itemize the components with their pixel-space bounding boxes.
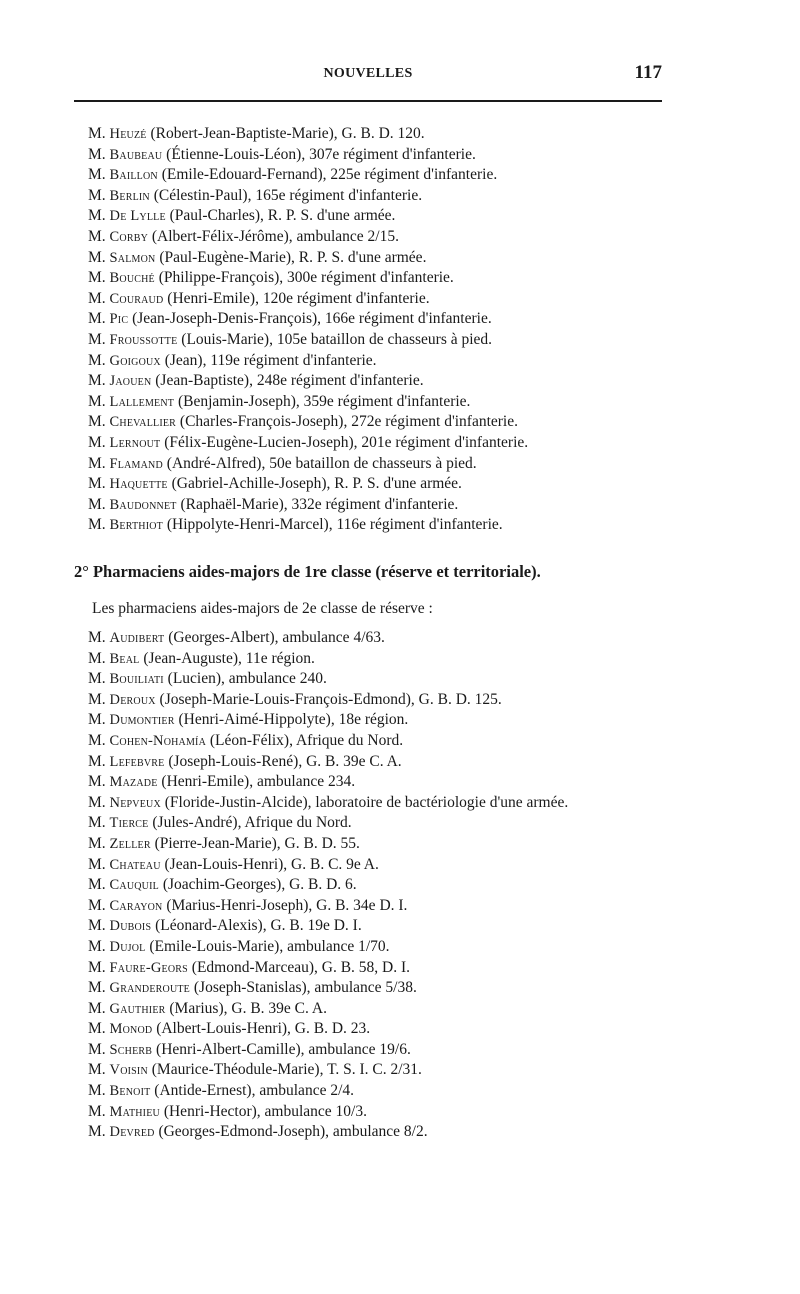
entry-details: (Marius-Henri-Joseph), G. B. 34e D. I.	[162, 896, 408, 914]
entry-surname: Faure-Geors	[109, 959, 188, 976]
list-item	[88, 248, 528, 269]
entry-prefix: M.	[88, 834, 106, 852]
entry-prefix: M.	[88, 1102, 106, 1120]
list-item	[88, 896, 568, 917]
entry-details: (Lucien), ambulance 240.	[163, 670, 327, 688]
entry-surname: Gauthier	[109, 1000, 166, 1017]
list-item	[88, 1122, 568, 1143]
entry-details: (Henri-Emile), ambulance 234.	[157, 773, 356, 791]
entry-details: (Charles-François-Joseph), 272e régiment d'infanterie.	[176, 413, 518, 431]
list-item	[88, 392, 528, 413]
entry-prefix: M.	[88, 958, 106, 976]
entry-details: (Étienne-Louis-Léon), 307e régiment d'infanterie.	[162, 145, 476, 163]
entry-details: (André-Alfred), 50e bataillon de chasseurs à pied.	[162, 454, 477, 472]
list-item	[88, 834, 568, 855]
entry-prefix: M.	[88, 351, 106, 369]
entry-surname: Monod	[109, 1021, 153, 1038]
entry-details: (Hippolyte-Henri-Marcel), 116e régiment d'infanterie.	[163, 516, 503, 534]
entry-details: (Raphaël-Marie), 332e régiment d'infanterie.	[176, 495, 459, 513]
entry-prefix: M.	[88, 454, 106, 472]
list-item	[88, 1040, 568, 1061]
entry-details: (Henri-Emile), 120e régiment d'infanterie.	[163, 289, 430, 307]
entry-prefix: M.	[88, 186, 106, 204]
entry-details: (Joseph-Louis-René), G. B. 39e C. A.	[164, 752, 402, 770]
entry-surname: Mathieu	[109, 1103, 160, 1120]
list-item	[88, 454, 528, 475]
entry-details: (Emile-Edouard-Fernand), 225e régiment d'infanterie.	[157, 166, 498, 184]
list-item	[88, 999, 568, 1020]
entry-details: (Philippe-François), 300e régiment d'infanterie.	[154, 269, 454, 287]
entry-prefix: M.	[88, 495, 106, 513]
entry-details: (Pierre-Jean-Marie), G. B. D. 55.	[150, 834, 360, 852]
entry-details: (Marius), G. B. 39e C. A.	[165, 999, 327, 1017]
list-item	[88, 752, 568, 773]
entry-details: (Benjamin-Joseph), 359e régiment d'infanterie.	[174, 392, 471, 410]
entry-surname: Bouiliati	[109, 671, 164, 688]
appointment-list-1	[88, 124, 528, 536]
entry-prefix: M.	[88, 979, 106, 997]
list-item	[88, 710, 568, 731]
entry-surname: Voisin	[109, 1062, 148, 1079]
entry-prefix: M.	[88, 773, 106, 791]
entry-details: (Léonard-Alexis), G. B. 19e D. I.	[151, 917, 362, 935]
entry-details: (Emile-Louis-Marie), ambulance 1/70.	[145, 937, 390, 955]
entry-surname: Dubois	[109, 918, 152, 935]
entry-surname: De Lylle	[109, 208, 166, 225]
list-item	[88, 690, 568, 711]
entry-surname: Berthiot	[109, 517, 163, 534]
entry-prefix: M.	[88, 937, 106, 955]
entry-prefix: M.	[88, 629, 106, 646]
entry-surname: Beal	[109, 650, 140, 667]
list-item	[88, 1081, 568, 1102]
entry-prefix: M.	[88, 516, 106, 534]
list-item	[88, 124, 528, 145]
entry-surname: Chevallier	[109, 414, 177, 431]
entry-prefix: M.	[88, 207, 106, 225]
entry-details: (Robert-Jean-Baptiste-Marie), G. B. D. 120.	[146, 125, 425, 142]
list-item	[88, 793, 568, 814]
appointment-list-2	[88, 628, 568, 1143]
entry-details: (Albert-Félix-Jérôme), ambulance 2/15.	[148, 227, 399, 245]
entry-surname: Couraud	[109, 290, 164, 307]
list-item	[88, 371, 528, 392]
entry-surname: Baillon	[109, 167, 158, 184]
entry-prefix: M.	[88, 166, 106, 184]
entry-surname: Pic	[109, 311, 129, 328]
section-intro: Les pharmaciens aides-majors de 2e classe de réserve :	[92, 600, 433, 617]
entry-surname: Tierce	[109, 815, 149, 832]
entry-details: (Jean-Joseph-Denis-François), 166e régiment d'infanterie.	[128, 310, 492, 328]
list-item	[88, 330, 528, 351]
list-item	[88, 165, 528, 186]
list-item	[88, 916, 568, 937]
entry-details: (Jean), 119e régiment d'infanterie.	[160, 351, 377, 369]
entry-details: (Antide-Ernest), ambulance 2/4.	[150, 1082, 355, 1100]
list-item	[88, 227, 528, 248]
entry-surname: Chateau	[109, 856, 161, 873]
entry-surname: Lefebvre	[109, 753, 165, 770]
entry-surname: Froussotte	[109, 331, 178, 348]
list-item	[88, 731, 568, 752]
list-item	[88, 1060, 568, 1081]
entry-surname: Haquette	[109, 476, 168, 493]
list-item	[88, 495, 528, 516]
entry-prefix: M.	[88, 793, 106, 811]
list-item	[88, 649, 568, 670]
list-item	[88, 515, 528, 536]
entry-details: (Georges-Edmond-Joseph), ambulance 8/2.	[154, 1123, 428, 1141]
entry-surname: Deroux	[109, 691, 156, 708]
list-item	[88, 351, 528, 372]
entry-prefix: M.	[88, 690, 106, 708]
list-item	[88, 875, 568, 896]
entry-prefix: M.	[88, 917, 106, 935]
entry-details: (Maurice-Théodule-Marie), T. S. I. C. 2/31.	[147, 1061, 422, 1079]
entry-details: (Paul-Charles), R. P. S. d'une armée.	[165, 207, 396, 225]
entry-surname: Cohen-Nohamía	[109, 732, 207, 749]
entry-surname: Granderoute	[109, 980, 190, 997]
entry-surname: Devred	[109, 1124, 155, 1141]
entry-surname: Flamand	[109, 455, 163, 472]
entry-details: (Jean-Baptiste), 248e régiment d'infanterie.	[151, 372, 424, 390]
entry-prefix: M.	[88, 711, 106, 729]
running-head	[74, 62, 662, 92]
entry-prefix: M.	[88, 413, 106, 431]
entry-prefix: M.	[88, 1061, 106, 1079]
list-item	[88, 289, 528, 310]
list-item	[88, 474, 528, 495]
entry-prefix: M.	[88, 310, 106, 328]
entry-details: (Paul-Eugène-Marie), R. P. S. d'une armée.	[155, 248, 427, 266]
entry-prefix: M.	[88, 269, 106, 287]
entry-surname: Goigoux	[109, 352, 161, 369]
list-item	[88, 978, 568, 999]
list-item	[88, 268, 528, 289]
entry-prefix: M.	[88, 475, 106, 493]
list-item	[88, 1102, 568, 1123]
entry-surname: Baubeau	[109, 146, 163, 163]
entry-surname: Zeller	[109, 835, 151, 852]
entry-prefix: M.	[88, 814, 106, 832]
entry-surname: Heuzé	[109, 126, 147, 142]
list-item	[88, 412, 528, 433]
entry-prefix: M.	[88, 372, 106, 390]
entry-surname: Berlin	[109, 187, 150, 204]
list-item	[88, 206, 528, 227]
entry-prefix: M.	[88, 145, 106, 163]
entry-details: (Louis-Marie), 105e bataillon de chasseurs à pied.	[177, 330, 493, 348]
entry-details: (Joseph-Stanislas), ambulance 5/38.	[190, 979, 417, 997]
entry-prefix: M.	[88, 1040, 106, 1058]
entry-details: (Albert-Louis-Henri), G. B. D. 23.	[152, 1020, 371, 1038]
entry-prefix: M.	[88, 1123, 106, 1141]
list-item	[88, 669, 568, 690]
page-number: 117	[634, 62, 662, 83]
entry-prefix: M.	[88, 392, 106, 410]
entry-surname: Audibert	[109, 630, 165, 646]
entry-surname: Scherb	[109, 1041, 153, 1058]
header-rule	[74, 100, 662, 102]
entry-surname: Mazade	[109, 774, 158, 791]
entry-details: (Jean-Auguste), 11e région.	[139, 649, 315, 667]
entry-details: (Léon-Félix), Afrique du Nord.	[206, 731, 404, 749]
list-item	[88, 772, 568, 793]
list-item	[88, 433, 528, 454]
list-item	[88, 309, 528, 330]
entry-surname: Benoit	[109, 1083, 151, 1100]
entry-prefix: M.	[88, 649, 106, 667]
list-item	[88, 855, 568, 876]
entry-surname: Nepveux	[109, 794, 161, 811]
entry-prefix: M.	[88, 876, 106, 894]
entry-surname: Baudonnet	[109, 496, 177, 513]
entry-prefix: M.	[88, 227, 106, 245]
entry-prefix: M.	[88, 752, 106, 770]
entry-surname: Carayon	[109, 897, 163, 914]
section-heading: 2° Pharmaciens aides-majors de 1re classe (réserve et territoriale).	[74, 562, 541, 581]
entry-prefix: M.	[88, 855, 106, 873]
entry-prefix: M.	[88, 125, 106, 142]
entry-details: (Joachim-Georges), G. B. D. 6.	[158, 876, 357, 894]
entry-details: (Célestin-Paul), 165e régiment d'infanterie.	[149, 186, 423, 204]
entry-surname: Corby	[109, 228, 149, 245]
entry-prefix: M.	[88, 670, 106, 688]
running-head-title: NOUVELLES	[323, 66, 413, 81]
list-item	[88, 958, 568, 979]
list-item	[88, 628, 568, 649]
list-item	[88, 813, 568, 834]
list-item	[88, 145, 528, 166]
entry-details: (Edmond-Marceau), G. B. 58, D. I.	[187, 958, 411, 976]
entry-details: (Gabriel-Achille-Joseph), R. P. S. d'une armée.	[167, 475, 462, 493]
entry-prefix: M.	[88, 1020, 106, 1038]
entry-details: (Henri-Hector), ambulance 10/3.	[159, 1102, 367, 1120]
list-item	[88, 1019, 568, 1040]
entry-prefix: M.	[88, 1082, 106, 1100]
entry-surname: Dujol	[109, 938, 146, 955]
entry-details: (Henri-Albert-Camille), ambulance 19/6.	[152, 1040, 411, 1058]
entry-prefix: M.	[88, 330, 106, 348]
entry-details: (Félix-Eugène-Lucien-Joseph), 201e régiment d'infanterie.	[160, 433, 529, 451]
entry-prefix: M.	[88, 289, 106, 307]
list-item	[88, 186, 528, 207]
entry-prefix: M.	[88, 999, 106, 1017]
entry-details: (Henri-Aimé-Hippolyte), 18e région.	[174, 711, 409, 729]
entry-surname: Cauquil	[109, 877, 159, 894]
entry-details: (Jean-Louis-Henri), G. B. C. 9e A.	[160, 855, 379, 873]
entry-details: (Floride-Justin-Alcide), laboratoire de bactériologie d'une armée.	[160, 793, 569, 811]
entry-details: (Joseph-Marie-Louis-François-Edmond), G. B. D. 125.	[155, 690, 502, 708]
list-item	[88, 937, 568, 958]
entry-prefix: M.	[88, 731, 106, 749]
entry-surname: Dumontier	[109, 712, 175, 729]
entry-surname: Lallement	[109, 393, 175, 410]
entry-surname: Bouché	[109, 270, 155, 287]
entry-prefix: M.	[88, 248, 106, 266]
entry-surname: Salmon	[109, 249, 156, 266]
entry-prefix: M.	[88, 433, 106, 451]
entry-surname: Lernout	[109, 434, 161, 451]
entry-surname: Jaouen	[109, 373, 152, 390]
entry-details: (Jules-André), Afrique du Nord.	[148, 814, 352, 832]
entry-prefix: M.	[88, 896, 106, 914]
entry-details: (Georges-Albert), ambulance 4/63.	[164, 629, 385, 646]
